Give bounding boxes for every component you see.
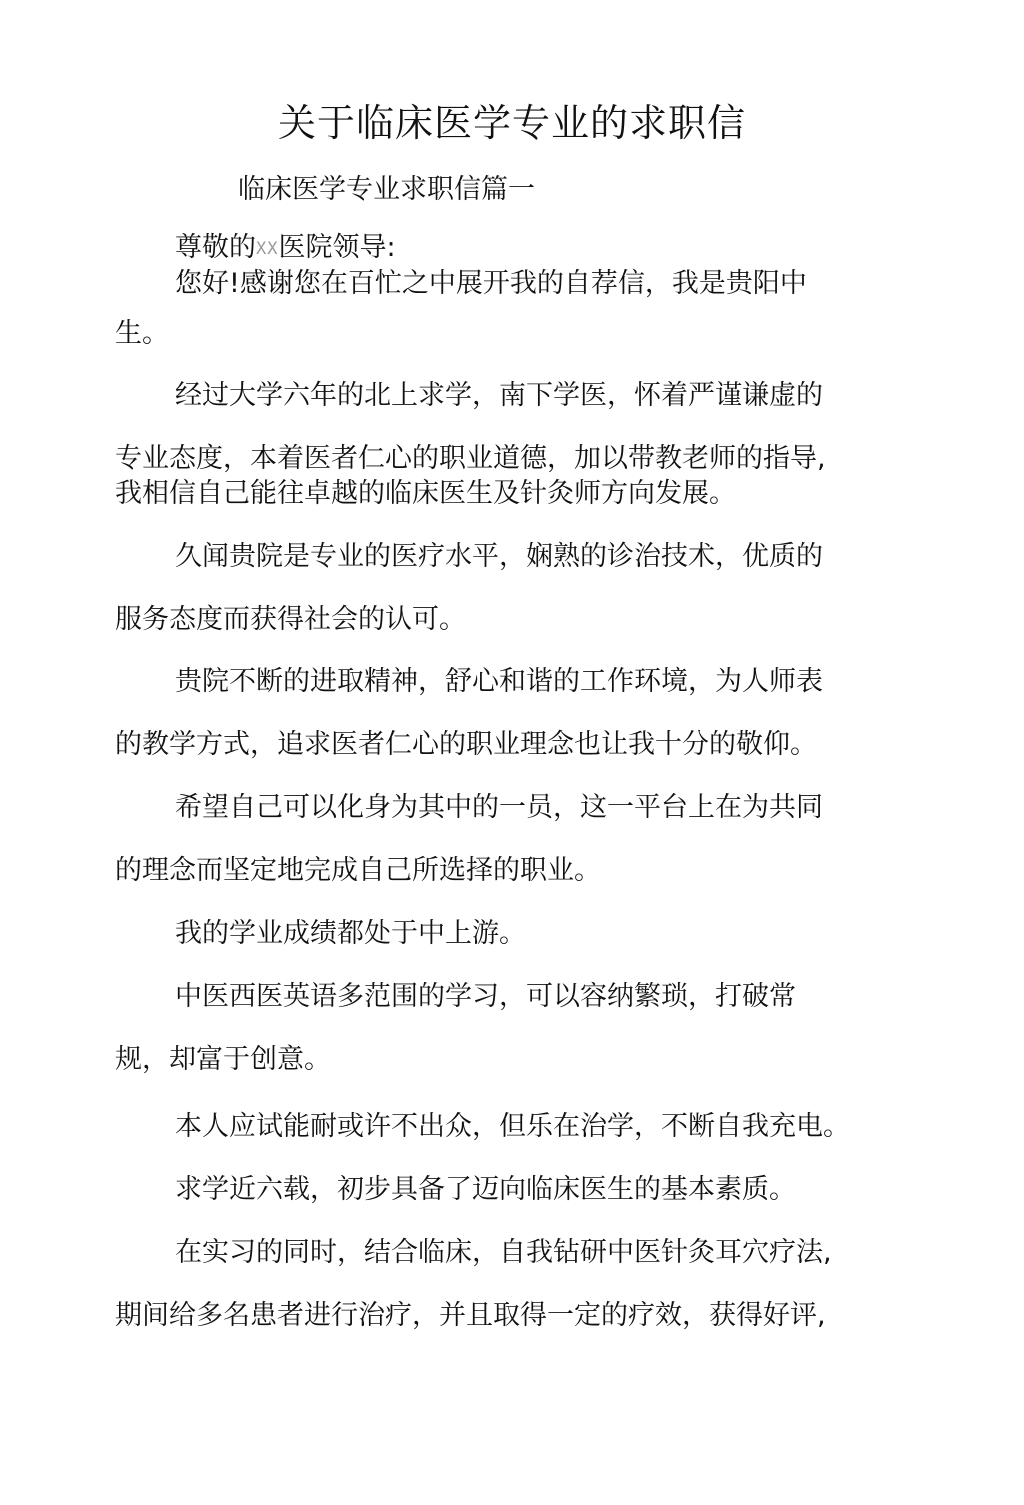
- paragraph-line: 中医西医英语多范围的学习，可以容纳繁琐，打破常: [175, 981, 796, 1012]
- paragraph-line: 专业态度，本着医者仁心的职业道德，加以带教老师的指导,: [115, 443, 826, 474]
- document-subtitle: 临床医学专业求职信篇一: [238, 174, 535, 205]
- paragraph-line: 您好!感谢您在百忙之中展开我的自荐信，我是贵阳中: [175, 268, 807, 299]
- paragraph-line: 我相信自己能往卓越的临床医生及针灸师方向发展。: [115, 478, 736, 509]
- document-title: 关于临床医学专业的求职信: [277, 101, 746, 145]
- paragraph-line: 的理念而坚定地完成自己所选择的职业。: [115, 855, 601, 886]
- paragraph-line: 规，却富于创意。: [115, 1044, 331, 1075]
- paragraph-line: 久闻贵院是专业的医疗水平，娴熟的诊治技术，优质的: [175, 541, 823, 572]
- paragraph-line: 我的学业成绩都处于中上游。: [175, 918, 526, 949]
- greeting-line: [175, 232, 396, 264]
- paragraph-line: 在实习的同时，结合临床，自我钻研中医针灸耳穴疗法,: [175, 1237, 832, 1268]
- greeting-prefix: 尊敬的: [175, 232, 256, 263]
- paragraph-line: 求学近六载，初步具备了迈向临床医生的基本素质。: [175, 1174, 796, 1205]
- paragraph-line: 期间给多名患者进行治疗，并且取得一定的疗效，获得好评,: [115, 1300, 826, 1331]
- paragraph-line: 服务态度而获得社会的认可。: [115, 604, 466, 635]
- paragraph-line: 生。: [115, 318, 169, 349]
- paragraph-line: 的教学方式，追求医者仁心的职业理念也让我十分的敬仰。: [115, 729, 817, 760]
- greeting-suffix: 医院领导:: [278, 232, 396, 263]
- paragraph-line: 经过大学六年的北上求学，南下学医，怀着严谨谦虚的: [175, 380, 823, 411]
- paragraph-line: 希望自己可以化身为其中的一员，这一平台上在为共同: [175, 792, 823, 823]
- greeting-placeholder: XX: [256, 239, 279, 259]
- paragraph-line: 贵院不断的进取精神，舒心和谐的工作环境，为人师表: [175, 666, 823, 697]
- paragraph-line: 本人应试能耐或许不出众，但乐在治学，不断自我充电。: [175, 1111, 850, 1142]
